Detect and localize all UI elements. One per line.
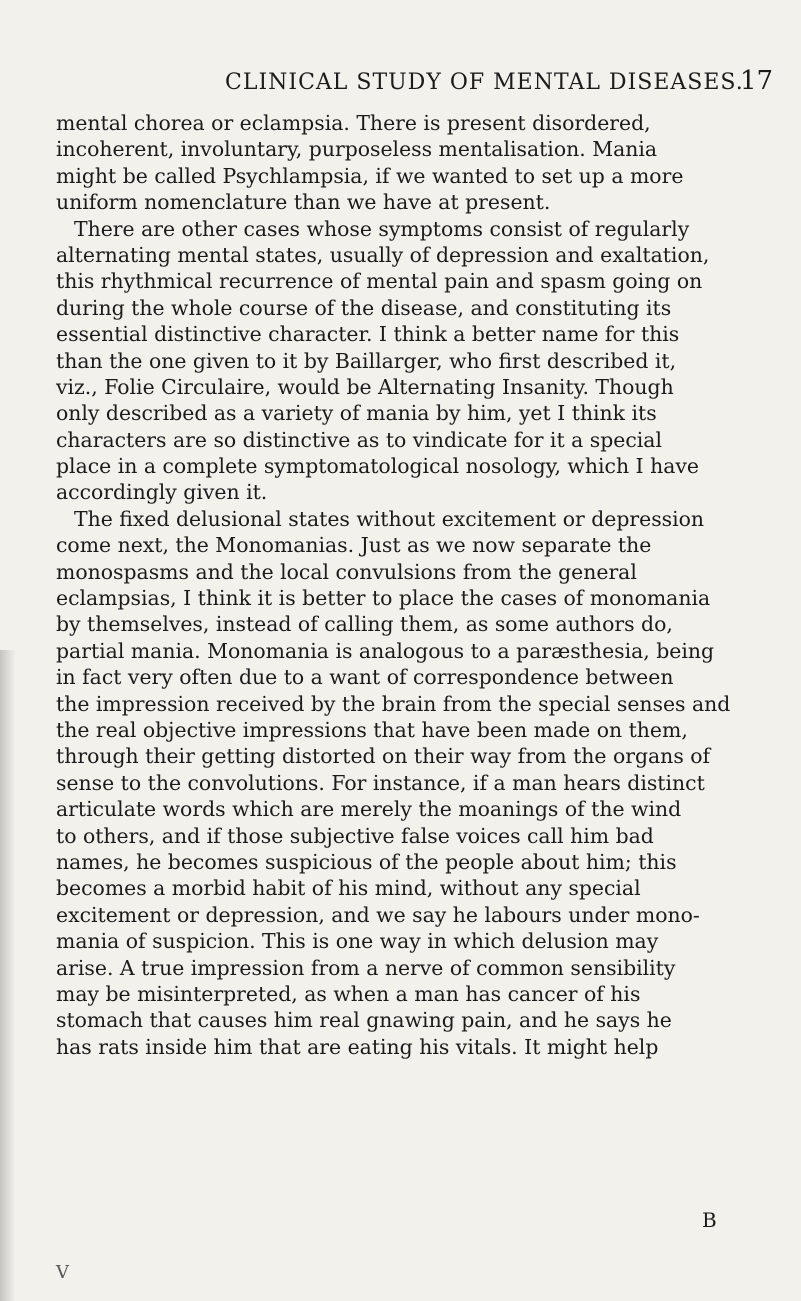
signature-mark: B [702,1208,717,1232]
text-line: in fact very often due to a want of correspondence between [56,665,674,690]
page-edge-shadow [0,650,16,1301]
text-line: uniform nomenclature than we have at present. [56,190,551,215]
text-line: There are other cases whose symptoms consist of regularly [74,216,690,241]
text-line: than the one given to it by Baillarger, who first described it, [56,348,677,373]
margin-mark: V [56,1262,69,1283]
text-line: excitement or depression, and we say he labours under mono- [56,902,700,927]
text-line: arise. A true impression from a nerve of common sensibility [56,955,676,980]
text-line: by themselves, instead of calling them, as some authors do, [56,612,673,637]
text-line: sense to the convolutions. For instance, if a man hears distinct [56,770,705,795]
text-line: The fixed delusional states without excitement or depression [74,506,705,531]
text-line: the impression received by the brain from the special senses and [56,691,731,716]
text-line: partial mania. Monomania is analogous to a paræsthesia, being [56,638,715,663]
text-line: place in a complete symptomatological nosology, which I have [56,454,699,479]
body-text [56,110,756,1060]
text-line: mental chorea or eclampsia. There is present disordered, [56,111,651,135]
text-line: the real objective impressions that have been made on them, [56,717,688,742]
text-line: might be called Psychlampsia, if we wanted to set up a more [56,163,684,188]
text-line: to others, and if those subjective false voices call him bad [56,823,654,848]
text-line: incoherent, involuntary, purposeless mentalisation. Mania [56,137,658,162]
text-line: during the whole course of the disease, and constituting its [56,295,672,320]
text-line: essential distinctive character. I think a better name for this [56,322,680,347]
text-line: has rats inside him that are eating his vitals. It might help [56,1034,659,1059]
text-line: characters are so distinctive as to vindicate for it a special [56,427,662,452]
text-line: come next, the Monomanias. Just as we now separate the [56,533,652,558]
text-line: this rhythmical recurrence of mental pain and spasm going on [56,269,703,294]
text-line: alternating mental states, usually of depression and exaltation, [56,242,710,267]
text-line: accordingly given it. [56,480,268,505]
text-line: only described as a variety of mania by him, yet I think its [56,401,657,426]
text-line: stomach that causes him real gnawing pain, and he says he [56,1008,672,1033]
text-line: mania of suspicion. This is one way in which delusion may [56,929,659,954]
text-line: eclampsias, I think it is better to place the cases of monomania [56,586,711,611]
text-line: may be misinterpreted, as when a man has cancer of his [56,981,641,1006]
text-line: articulate words which are merely the moanings of the wind [56,797,682,822]
text-line: becomes a morbid habit of his mind, without any special [56,876,641,901]
page-number: 17 [740,66,774,96]
text-line: names, he becomes suspicious of the people about him; this [56,849,677,874]
text-line: monospasms and the local convulsions from the general [56,559,637,584]
text-line: through their getting distorted on their way from the organs of [56,744,711,769]
running-head: CLINICAL STUDY OF MENTAL DISEASES. [225,70,744,95]
text-line: viz., Folie Circulaire, would be Alternating Insanity. Though [56,374,674,399]
